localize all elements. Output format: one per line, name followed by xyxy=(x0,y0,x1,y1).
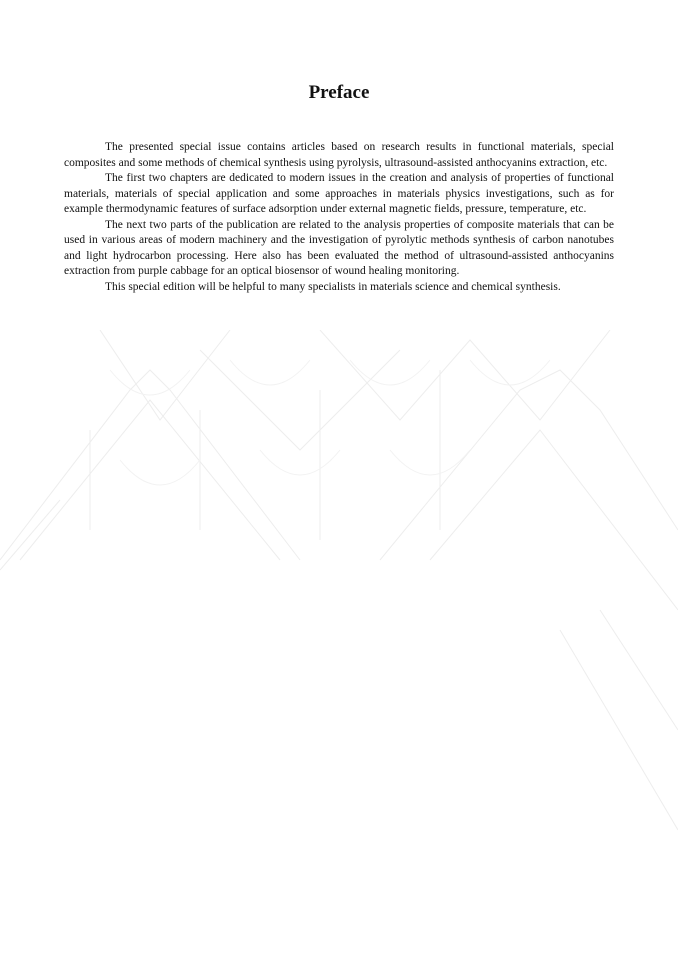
paragraph-3: The next two parts of the publication are related to the analysis properties of composite materials that can be used in various areas of modern machinery and the investigation of pyrolytic methods synthesis of carbon nanotubes and light hydrocarbon processing. Here also has been evaluated the method of ultrasound-assisted anthocyanins extraction from purple cabbage for an optical biosensor of wound healing monitoring. xyxy=(64,218,614,277)
background-watermark xyxy=(0,330,678,959)
paragraph-1: The presented special issue contains articles based on research results in functional materials, special composites and some methods of chemical synthesis using pyrolysis, ultrasound-assisted anthocyanins extraction, etc. xyxy=(64,141,614,169)
paragraph-4: This special edition will be helpful to many specialists in materials science and chemical synthesis. xyxy=(105,280,561,293)
page-title: Preface xyxy=(308,82,370,103)
preface-section xyxy=(64,80,614,295)
paragraph-2: The first two chapters are dedicated to modern issues in the creation and analysis of properties of functional materials, materials of special application and some approaches in materials physics investigations, such as for example thermodynamic features of surface adsorption under external magnetic fields, pressure, temperature, etc. xyxy=(64,172,614,215)
